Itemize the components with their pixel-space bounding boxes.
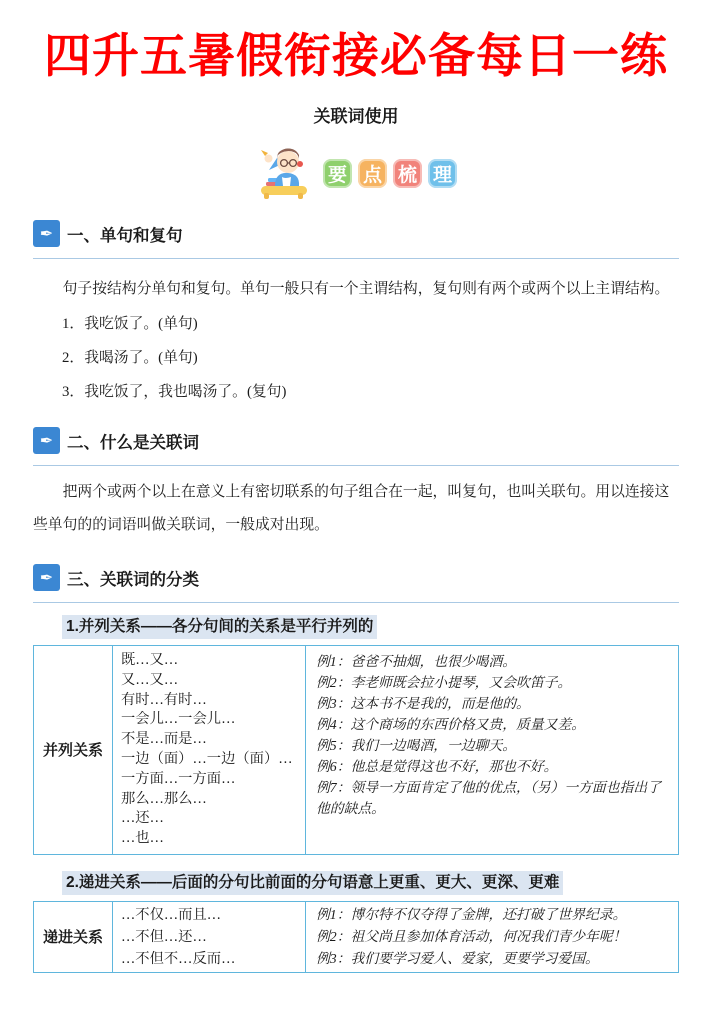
subsection-2-title-row [62,871,679,895]
conjunction-pattern: 又…又… [121,671,179,688]
relation-category-cell: 递进关系 [34,901,113,972]
badge-char: 梳 [393,159,422,188]
section-1-examples [33,313,679,403]
conjunction-pattern: 既…又… [121,652,179,668]
pen-nib-icon: ✒ [33,564,60,591]
example-sentence: 例4：这个商场的东西价格又贵，质量又差。 [316,717,586,732]
studying-child-icon [255,144,313,202]
key-points-banner [33,142,679,204]
conjunction-pattern: 一会儿…一会儿… [121,711,236,728]
conjunction-pattern: 一边（面）…一边（面）… [121,750,293,767]
table-row [34,901,679,972]
pen-nib-icon: ✒ [33,427,60,454]
section-3-header [33,564,679,591]
example-sentence: 例6：他总是觉得这也不好，那也不好。 [316,759,558,774]
conjunction-pattern: 不是…而是… [121,731,207,748]
pen-nib-icon: ✒ [33,220,60,247]
example-sentence: 例5：我们一边喝酒，一边聊天。 [316,738,517,753]
parallel-relation-table [33,645,679,855]
example-list-cell [306,646,679,855]
section-2-heading: 二、什么是关联词 [67,433,199,452]
example-sentence: 例3：我们要学习爱人、爱家，更要学习爱国。 [316,950,599,966]
section-divider [33,602,679,603]
section-2-header [33,427,679,454]
example-sentence: 例1：博尔特不仅夺得了金牌，还打破了世界纪录。 [316,906,627,922]
conjunction-pattern: …不仅…而且… [121,906,222,923]
badge-char: 点 [358,159,387,188]
conjunction-pattern: …也… [121,830,164,847]
numbered-sentence: 2．我喝汤了。(单句) [62,350,198,366]
conjunction-pattern: …不但不…反而… [121,950,236,967]
example-sentence: 例2：祖父尚且参加体育活动，何况我们青少年呢！ [316,928,627,944]
section-1-paragraph: 句子按结构分单句和复句。单句一般只有一个主谓结构，复句则有两个或两个以上主谓结构。 [62,281,670,297]
page-subtitle: 关联词使用 [313,107,399,126]
pattern-list-cell [113,646,306,855]
page-title: 四升五暑假衔接必备每日一练 [44,29,668,82]
worksheet-page [0,26,707,1029]
section-2-paragraph: 把两个或两个以上在意义上有密切联系的句子组合在一起，叫复句，也叫关联句。用以连接这些单句的的词语叫做关联词，一般成对出现。 [33,484,670,533]
section-1-header [33,220,679,247]
pattern-list-cell [113,901,306,972]
conjunction-pattern: 一方面…一方面… [121,770,236,787]
subsection-2-title: 2.递进关系——后面的分句比前面的分句语意上更重、更大、更深、更难 [62,871,563,895]
relation-category-cell: 并列关系 [34,646,113,855]
section-divider [33,258,679,259]
progressive-relation-table [33,901,679,973]
example-sentence: 例7：领导一方面肯定了他的优点，（另）一方面也指出了他的缺点。 [316,780,661,816]
conjunction-pattern: …还… [121,810,164,827]
subsection-1-title: 1.并列关系——各分句间的关系是平行并列的 [62,615,377,639]
numbered-sentence: 1．我吃饭了。(单句) [62,316,198,332]
badge-char: 理 [428,159,457,188]
badge-char: 要 [323,159,352,188]
conjunction-pattern: 那么…那么… [121,790,207,807]
section-divider [33,465,679,466]
subsection-1-title-row [62,615,679,639]
table-row [34,646,679,855]
example-list-cell [306,901,679,972]
conjunction-pattern: 有时…有时… [121,691,207,708]
example-sentence: 例2：李老师既会拉小提琴，又会吹笛子。 [316,675,572,690]
section-3-heading: 三、关联词的分类 [67,570,199,589]
example-sentence: 例1：爸爸不抽烟，也很少喝酒。 [316,654,517,669]
numbered-sentence: 3．我吃饭了，我也喝汤了。(复句) [62,384,287,400]
example-sentence: 例3：这本书不是我的，而是他的。 [316,696,530,711]
conjunction-pattern: …不但…还… [121,928,207,945]
section-1-heading: 一、单句和复句 [67,226,183,245]
